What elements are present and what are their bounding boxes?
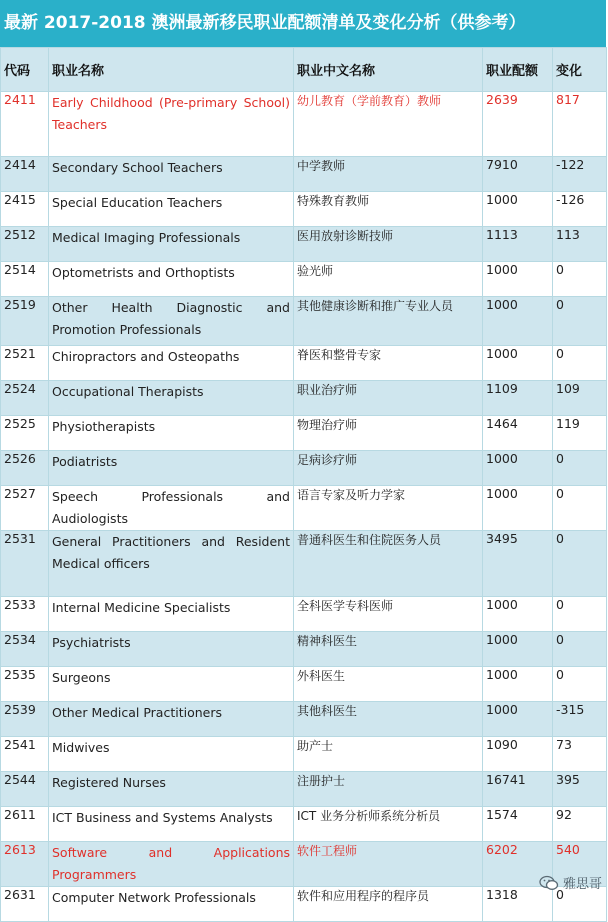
table-row	[1, 416, 607, 451]
occupation-name-cell: Occupational Therapists	[49, 381, 294, 416]
occupation-name-cell: Computer Network Professionals	[49, 887, 294, 922]
change-cell: 817	[553, 92, 607, 157]
code-cell: 2512	[1, 227, 49, 262]
change-cell: 0	[553, 667, 607, 702]
code-cell: 2541	[1, 737, 49, 772]
chinese-name-cell: 物理治疗师	[294, 416, 483, 451]
table-row	[1, 702, 607, 737]
occupation-name-cell: Registered Nurses	[49, 772, 294, 807]
chinese-name-cell: 软件工程师	[294, 842, 483, 887]
quota-cell: 7910	[483, 157, 553, 192]
change-cell: 395	[553, 772, 607, 807]
quota-cell: 1113	[483, 227, 553, 262]
change-cell: 0	[553, 887, 607, 922]
wechat-icon	[539, 875, 559, 891]
chinese-name-cell: 全科医学专科医师	[294, 597, 483, 632]
occupation-table	[0, 47, 607, 922]
table-row	[1, 381, 607, 416]
chinese-name-cell: 足病诊疗师	[294, 451, 483, 486]
change-cell: 540	[553, 842, 607, 887]
code-cell: 2524	[1, 381, 49, 416]
chinese-name-cell: 普通科医生和住院医务人员	[294, 531, 483, 597]
table-row	[1, 262, 607, 297]
table-row	[1, 227, 607, 262]
change-cell: 119	[553, 416, 607, 451]
table-row	[1, 192, 607, 227]
code-cell: 2526	[1, 451, 49, 486]
table-row	[1, 887, 607, 922]
table-row	[1, 737, 607, 772]
code-cell: 2415	[1, 192, 49, 227]
change-cell: 73	[553, 737, 607, 772]
occupation-name-cell: Secondary School Teachers	[49, 157, 294, 192]
chinese-name-cell: 助产士	[294, 737, 483, 772]
occupation-name-cell: Software and Applications Programmers	[49, 842, 294, 887]
quota-cell: 2639	[483, 92, 553, 157]
code-cell: 2514	[1, 262, 49, 297]
change-cell: 0	[553, 597, 607, 632]
code-cell: 2535	[1, 667, 49, 702]
chinese-name-cell: 其他健康诊断和推广专业人员	[294, 297, 483, 346]
occupation-name-cell: Special Education Teachers	[49, 192, 294, 227]
column-header-name: 职业名称	[49, 48, 294, 92]
change-cell: 92	[553, 807, 607, 842]
table-header-row	[1, 48, 607, 92]
occupation-name-cell: Speech Professionals and Audiologists	[49, 486, 294, 531]
code-cell: 2534	[1, 632, 49, 667]
change-cell: 109	[553, 381, 607, 416]
quota-cell: 1000	[483, 297, 553, 346]
chinese-name-cell: 注册护士	[294, 772, 483, 807]
code-cell: 2533	[1, 597, 49, 632]
column-header-chinese-name: 职业中文名称	[294, 48, 483, 92]
change-cell: 0	[553, 262, 607, 297]
chinese-name-cell: 中学教师	[294, 157, 483, 192]
page-title: 最新 2017-2018 澳洲最新移民职业配额清单及变化分析（供参考）	[0, 0, 606, 47]
occupation-name-cell: Midwives	[49, 737, 294, 772]
quota-cell: 1000	[483, 486, 553, 531]
table-row	[1, 632, 607, 667]
table-row	[1, 597, 607, 632]
quota-cell: 1090	[483, 737, 553, 772]
table-row	[1, 772, 607, 807]
occupation-name-cell: Optometrists and Orthoptists	[49, 262, 294, 297]
occupation-name-cell: Physiotherapists	[49, 416, 294, 451]
quota-cell: 6202	[483, 842, 553, 887]
table-row	[1, 842, 607, 887]
quota-cell: 1000	[483, 262, 553, 297]
quota-cell: 1000	[483, 667, 553, 702]
occupation-name-cell: Medical Imaging Professionals	[49, 227, 294, 262]
code-cell: 2539	[1, 702, 49, 737]
occupation-name-cell: Surgeons	[49, 667, 294, 702]
occupation-name-cell: Chiropractors and Osteopaths	[49, 346, 294, 381]
table-row	[1, 807, 607, 842]
code-cell: 2525	[1, 416, 49, 451]
change-cell: -126	[553, 192, 607, 227]
chinese-name-cell: 软件和应用程序的程序员	[294, 887, 483, 922]
watermark-text: 雅思哥	[562, 877, 602, 892]
chinese-name-cell: 幼儿教育（学前教育）教师	[294, 92, 483, 157]
quota-cell: 1574	[483, 807, 553, 842]
chinese-name-cell: ICT 业务分析师系统分析员	[294, 807, 483, 842]
change-cell: 0	[553, 632, 607, 667]
table-row	[1, 92, 607, 157]
quota-cell: 1000	[483, 346, 553, 381]
table-row	[1, 346, 607, 381]
chinese-name-cell: 精神科医生	[294, 632, 483, 667]
column-header-quota: 职业配额	[483, 48, 553, 92]
code-cell: 2519	[1, 297, 49, 346]
change-cell: 0	[553, 346, 607, 381]
quota-cell: 3495	[483, 531, 553, 597]
code-cell: 2613	[1, 842, 49, 887]
change-cell: -122	[553, 157, 607, 192]
table-row	[1, 297, 607, 346]
chinese-name-cell: 脊医和整骨专家	[294, 346, 483, 381]
chinese-name-cell: 医用放射诊断技师	[294, 227, 483, 262]
code-cell: 2527	[1, 486, 49, 531]
occupation-name-cell: Early Childhood (Pre-primary School) Teachers	[49, 92, 294, 157]
change-cell: 0	[553, 486, 607, 531]
code-cell: 2521	[1, 346, 49, 381]
code-cell: 2531	[1, 531, 49, 597]
change-cell: 0	[553, 297, 607, 346]
quota-cell: 1000	[483, 597, 553, 632]
quota-cell: 1000	[483, 192, 553, 227]
quota-cell: 1109	[483, 381, 553, 416]
table-row	[1, 157, 607, 192]
quota-cell: 1318	[483, 887, 553, 922]
quota-cell: 1000	[483, 632, 553, 667]
code-cell: 2611	[1, 807, 49, 842]
quota-cell: 1000	[483, 451, 553, 486]
table-row	[1, 451, 607, 486]
change-cell: 113	[553, 227, 607, 262]
occupation-name-cell: Other Health Diagnostic and Promotion Professionals	[49, 297, 294, 346]
change-cell: 0	[553, 531, 607, 597]
column-header-change: 变化	[553, 48, 607, 92]
chinese-name-cell: 验光师	[294, 262, 483, 297]
occupation-name-cell: Podiatrists	[49, 451, 294, 486]
occupation-name-cell: Internal Medicine Specialists	[49, 597, 294, 632]
table-row	[1, 531, 607, 597]
occupation-name-cell: Psychiatrists	[49, 632, 294, 667]
quota-cell: 16741	[483, 772, 553, 807]
chinese-name-cell: 特殊教育教师	[294, 192, 483, 227]
code-cell: 2631	[1, 887, 49, 922]
occupation-name-cell: Other Medical Practitioners	[49, 702, 294, 737]
quota-cell: 1464	[483, 416, 553, 451]
change-cell: 0	[553, 451, 607, 486]
table-body	[1, 92, 607, 922]
table-row	[1, 667, 607, 702]
occupation-name-cell: General Practitioners and Resident Medical officers	[49, 531, 294, 597]
quota-cell: 1000	[483, 702, 553, 737]
table-row	[1, 486, 607, 531]
chinese-name-cell: 外科医生	[294, 667, 483, 702]
chinese-name-cell: 语言专家及听力学家	[294, 486, 483, 531]
code-cell: 2411	[1, 92, 49, 157]
chinese-name-cell: 其他科医生	[294, 702, 483, 737]
change-cell: -315	[553, 702, 607, 737]
chinese-name-cell: 职业治疗师	[294, 381, 483, 416]
occupation-name-cell: ICT Business and Systems Analysts	[49, 807, 294, 842]
code-cell: 2544	[1, 772, 49, 807]
column-header-code: 代码	[1, 48, 49, 92]
watermark	[539, 873, 602, 892]
code-cell: 2414	[1, 157, 49, 192]
